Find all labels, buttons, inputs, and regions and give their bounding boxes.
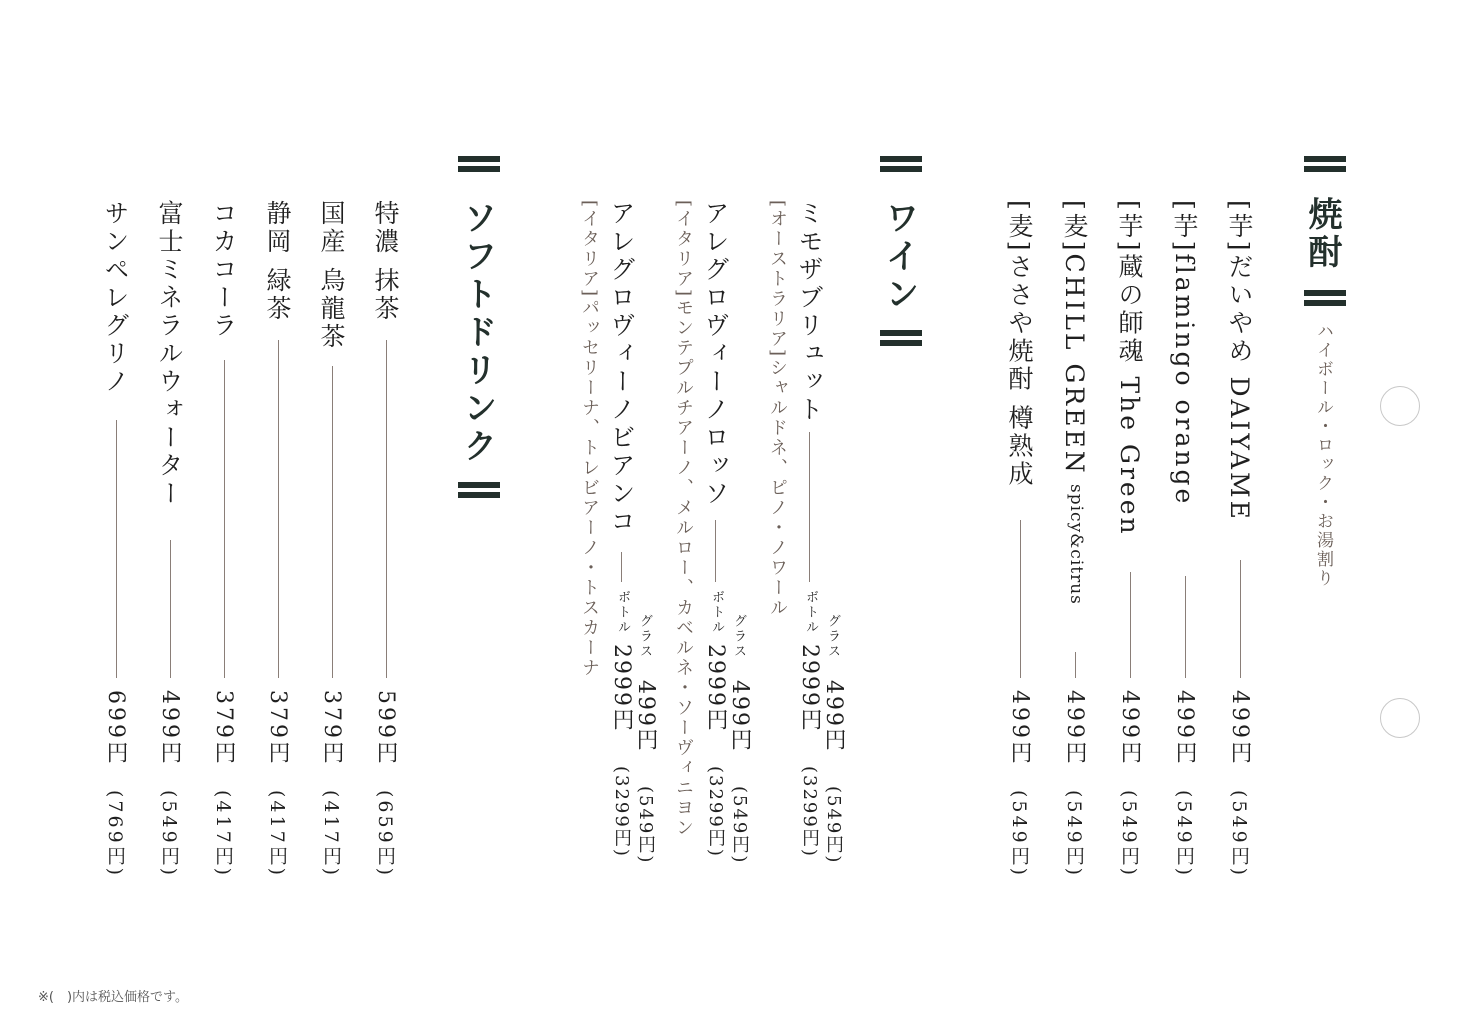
bottle-price: 2999円 [609, 644, 634, 732]
leader-line [621, 552, 622, 582]
wine-origin: [イタリア]モンテプルチアーノ、メルロー、カベルネ・ソーヴィニヨン [673, 200, 694, 839]
tax-note: ※( )内は税込価格です。 [38, 990, 188, 1005]
section-rule [880, 330, 922, 346]
bottle-tax-price: (3299円) [705, 766, 726, 858]
menu-item-tax-price: (659円) [374, 790, 396, 879]
wine-origin: [オーストラリア]シャルドネ、ピノ・ノワール [767, 200, 788, 619]
menu-item-name: [芋]flamingo orange [1170, 200, 1199, 507]
menu-item-name-sub: spicy&citrus [1066, 484, 1086, 605]
menu-item-name: 静岡 緑茶 [263, 200, 292, 323]
menu-item-tax-price: (417円) [320, 790, 342, 879]
bottle-label: ボトル [803, 590, 818, 635]
menu-item-price: 499円 [1007, 690, 1032, 766]
menu-item-name: [麦]CHILL GREEN [1060, 200, 1089, 476]
glass-label: グラス [825, 614, 840, 659]
section-rule [458, 156, 500, 172]
menu-item-tax-price: (549円) [158, 790, 180, 879]
menu-item-price: 499円 [1172, 690, 1197, 766]
menu-item-price: 499円 [1117, 690, 1142, 766]
menu-item-name: サンペレグリノ [101, 200, 130, 396]
bottle-price: 2999円 [703, 644, 728, 732]
menu-item-tax-price: (549円) [1063, 790, 1085, 879]
binder-hole [1380, 698, 1420, 738]
binder-hole [1380, 386, 1420, 426]
glass-label: グラス [637, 614, 652, 659]
glass-tax-price: (549円) [729, 786, 750, 865]
menu-item-name: [芋]蔵の師魂 The Green [1115, 200, 1144, 537]
soft-drink-title: ソフトドリンク [457, 200, 497, 466]
leader-line [332, 366, 333, 678]
leader-line [1020, 520, 1021, 678]
bottle-tax-price: (3299円) [799, 766, 820, 858]
wine-origin: [イタリア]パッセリーナ、トレビアーノ・トスカーナ [579, 200, 600, 679]
menu-item-name: [麦]ささや焼酎 樽熟成 [1005, 200, 1034, 489]
menu-item-price: 499円 [1062, 690, 1087, 766]
section-rule [458, 482, 500, 498]
leader-line [1185, 576, 1186, 678]
glass-label: グラス [731, 614, 746, 659]
leader-line [170, 540, 171, 678]
section-rule [1304, 156, 1346, 172]
menu-item-tax-price: (549円) [1173, 790, 1195, 879]
glass-price: 499円 [633, 680, 658, 752]
menu-item-name: アレグロヴィーノロッソ [701, 200, 730, 508]
menu-item-name: 国産 烏龍茶 [317, 200, 346, 351]
menu-item-tax-price: (769円) [104, 790, 126, 879]
menu-item-price: 599円 [373, 690, 398, 766]
shochu-subtitle: ハイボール・ロック・お湯割り [1313, 322, 1333, 588]
leader-line [224, 360, 225, 678]
menu-item-price: 499円 [1227, 690, 1252, 766]
menu-item-name: コカコーラ [209, 200, 238, 340]
leader-line [1240, 560, 1241, 678]
wine-title: ワイン [879, 200, 919, 314]
leader-line [386, 340, 387, 678]
bottle-label: ボトル [709, 590, 724, 635]
menu-item-tax-price: (417円) [212, 790, 234, 879]
menu-item-price: 379円 [211, 690, 236, 766]
menu-item-name: [芋]だいやめ DAIYAME [1225, 200, 1254, 522]
menu-item-name: ミモザブリュット [795, 200, 824, 424]
menu-item-price: 499円 [157, 690, 182, 766]
leader-line [1130, 572, 1131, 678]
leader-line [278, 340, 279, 678]
bottle-tax-price: (3299円) [611, 766, 632, 858]
bottle-label: ボトル [615, 590, 630, 635]
leader-line [116, 420, 117, 678]
menu-item-name: 特濃 抹茶 [371, 200, 400, 323]
leader-line [1075, 652, 1076, 678]
leader-line [715, 520, 716, 582]
glass-price: 499円 [727, 680, 752, 752]
leader-line [809, 432, 810, 582]
section-rule [880, 156, 922, 172]
menu-item-tax-price: (549円) [1118, 790, 1140, 879]
menu-item-name: 富士ミネラルウォーター [155, 200, 184, 508]
glass-tax-price: (549円) [823, 786, 844, 865]
menu-item-name: アレグロヴィーノビアンコ [607, 200, 636, 536]
menu-item-price: 379円 [319, 690, 344, 766]
shochu-title: 焼酎 [1302, 196, 1342, 272]
section-rule [1304, 290, 1346, 306]
glass-tax-price: (549円) [635, 786, 656, 865]
glass-price: 499円 [821, 680, 846, 752]
menu-item-tax-price: (417円) [266, 790, 288, 879]
menu-item-tax-price: (549円) [1228, 790, 1250, 879]
menu-item-tax-price: (549円) [1008, 790, 1030, 879]
menu-item-price: 379円 [265, 690, 290, 766]
menu-item-price: 699円 [103, 690, 128, 766]
bottle-price: 2999円 [797, 644, 822, 732]
